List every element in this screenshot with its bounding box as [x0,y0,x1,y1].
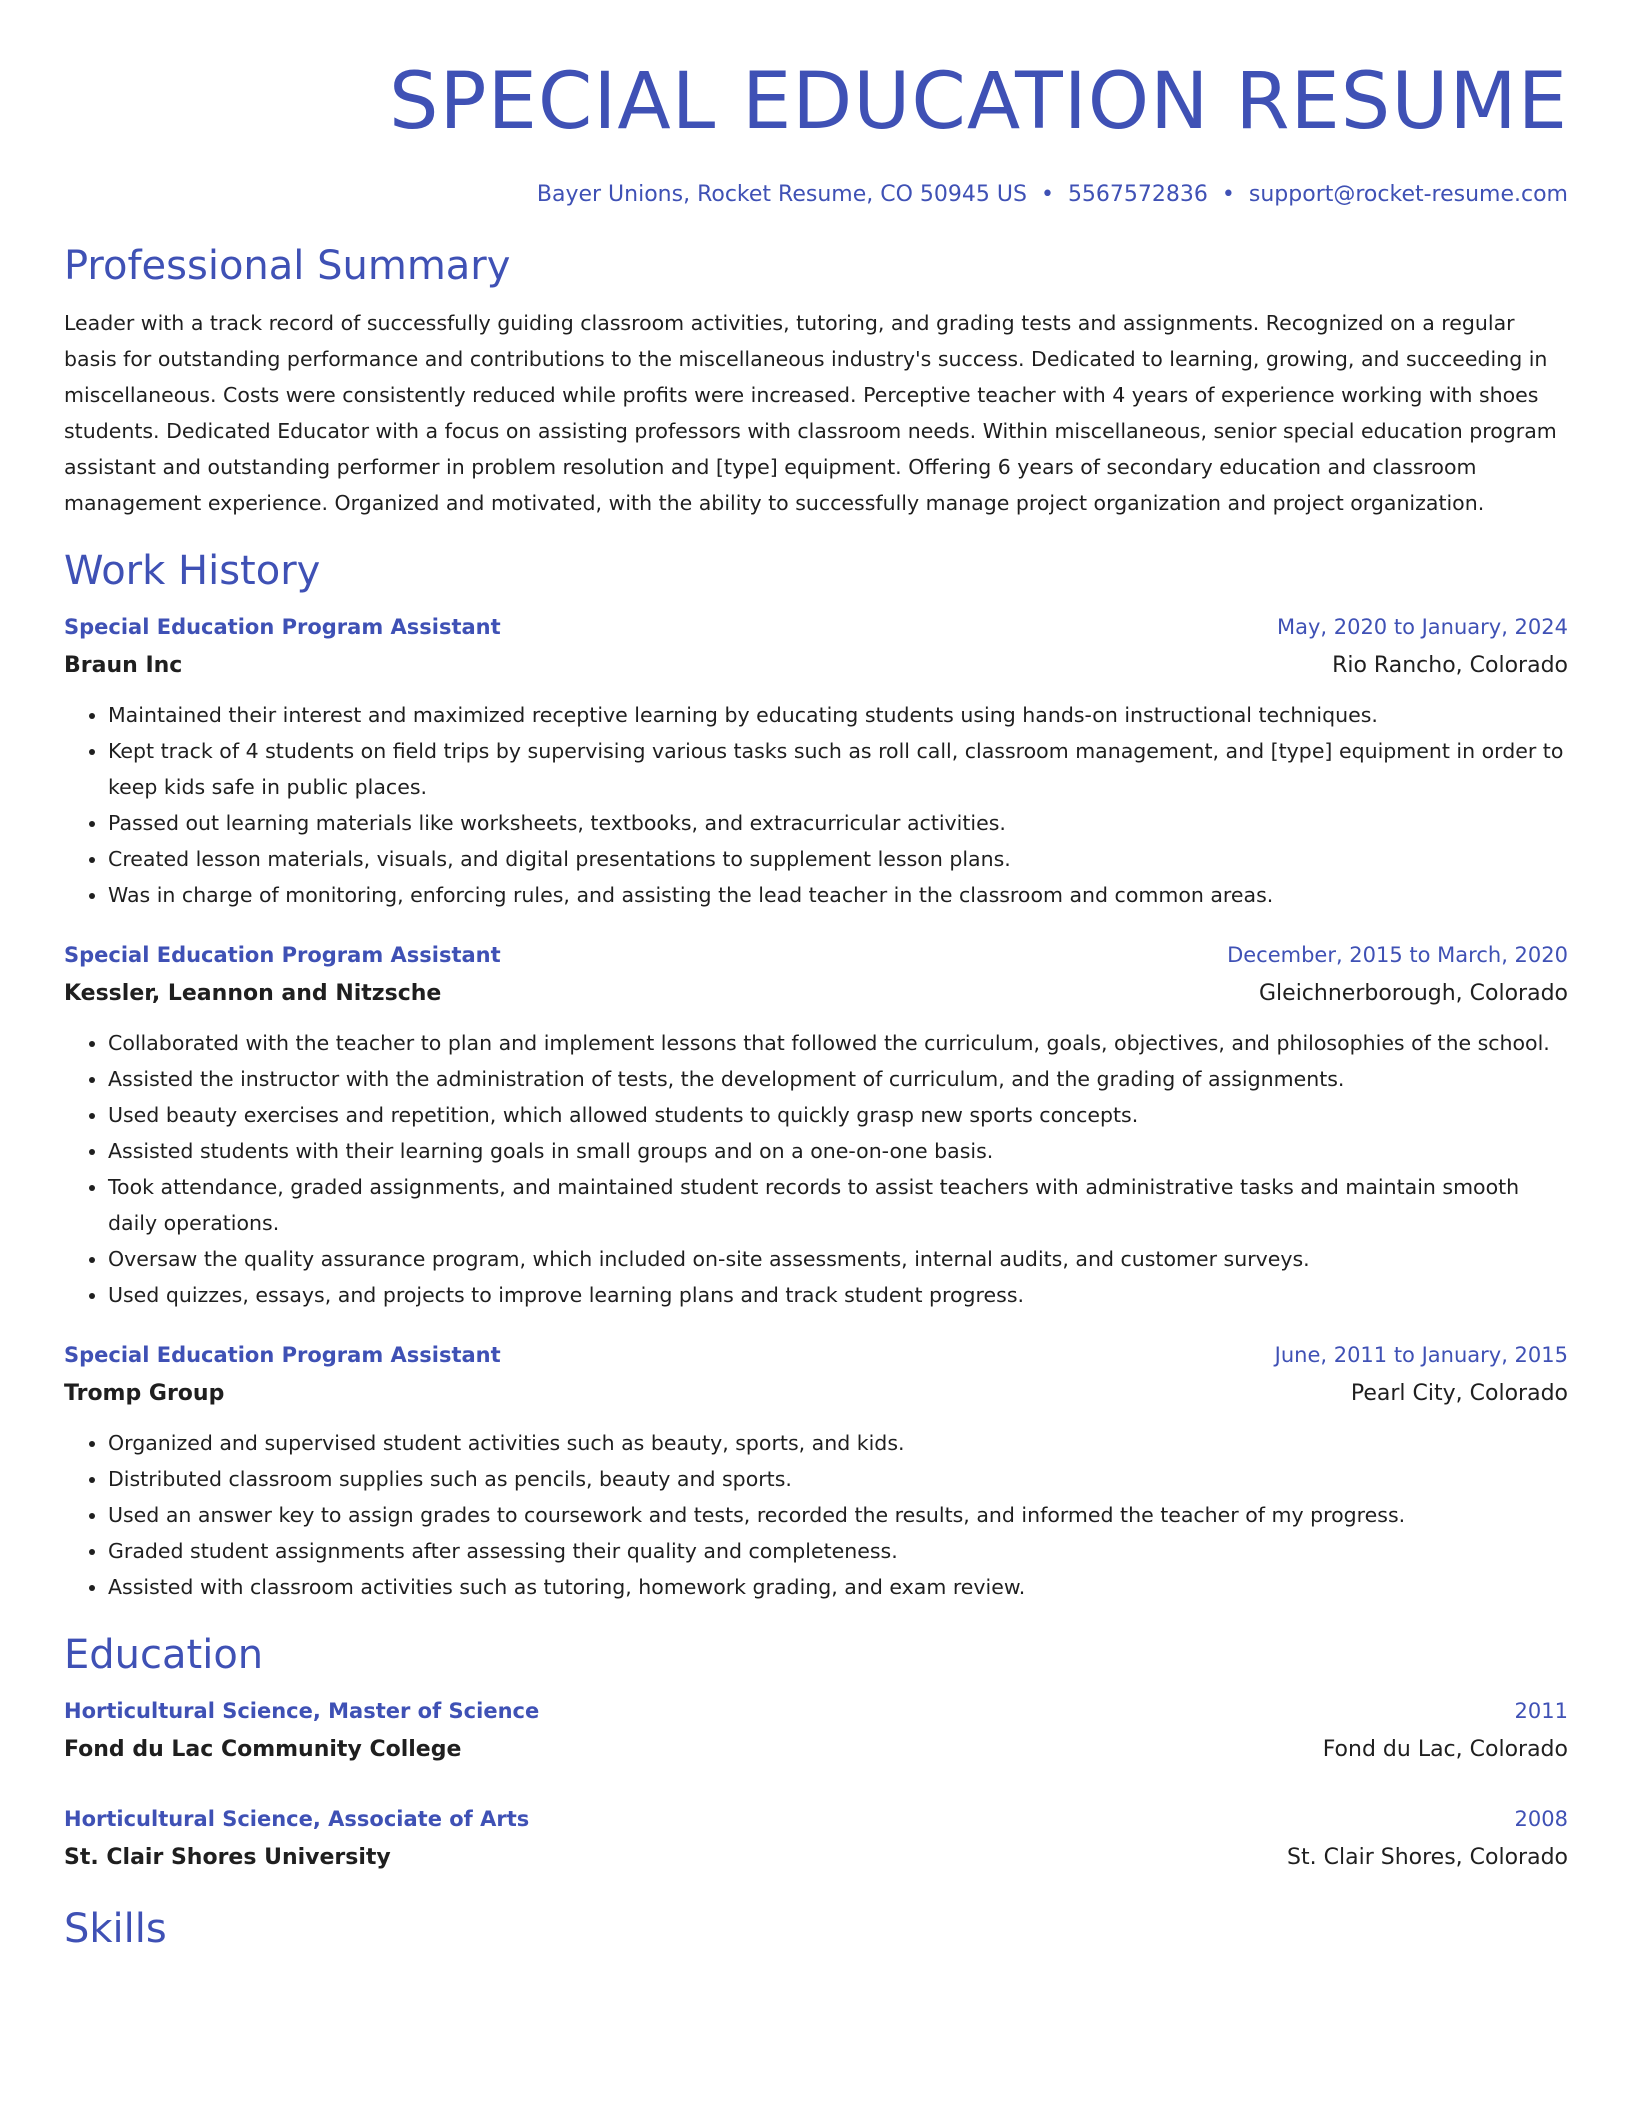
job-bullets [64,1425,1568,1605]
bullet-item: • Collaborated with the teacher to plan and implement lessons that followed the curriculum, goals, objectives, and philosophies of the school. [108,1025,1568,1061]
work-history-heading: Work History [64,548,321,594]
job-entry [64,935,1568,1313]
job-location: Pearl City, Colorado [1350,1381,1568,1406]
job-company: Tromp Group [64,1381,225,1406]
bullet-item: • Used quizzes, essays, and projects to improve learning plans and track student progress. [108,1277,1568,1313]
bullet-item: • Created lesson materials, visuals, and digital presentations to supplement lesson plans. [108,841,1568,877]
bullet-item: • Assisted the instructor with the administration of tests, the development of curriculum, and the grading of assignments. [108,1061,1568,1097]
job-dates: June, 2011 to January, 2015 [1274,1343,1568,1367]
bullet-item: • Passed out learning materials like worksheets, textbooks, and extracurricular activities. [108,805,1568,841]
job-company-row [64,975,1568,1013]
education-header-row [64,1799,1568,1839]
job-company: Braun Inc [64,653,183,678]
graduation-year: 2011 [1514,1699,1568,1723]
graduation-year: 2008 [1514,1807,1568,1831]
bullet-item: • Used beauty exercises and repetition, which allowed students to quickly grasp new sports concepts. [108,1097,1568,1133]
email-link[interactable]: support@rocket-resume.com [1248,182,1568,207]
degree: Horticultural Science, Associate of Arts [64,1807,530,1831]
summary-heading: Professional Summary [64,243,511,289]
bullet-item: • Distributed classroom supplies such as pencils, beauty and sports. [108,1461,1568,1497]
skills-heading: Skills [64,1906,167,1952]
job-dates: May, 2020 to January, 2024 [1276,615,1568,639]
job-role: Special Education Program Assistant [64,943,501,967]
job-location: Gleichnerborough, Colorado [1259,981,1568,1006]
education-school-row [64,1839,1568,1877]
job-bullets [64,697,1568,913]
bullet-item: • Was in charge of monitoring, enforcing rules, and assisting the lead teacher in the classroom and common areas. [108,877,1568,913]
education-entry [64,1691,1568,1769]
job-header-row [64,607,1568,647]
summary-text: Leader with a track record of successfully guiding classroom activities, tutoring, and grading tests and assignments. Recognized on a regular basis for outstanding performance and contributions to the miscellaneous industry's success. Dedicated to learning, growing, and succeeding in miscellaneous. Costs were consistently reduced while profits were increased. Perceptive teacher with 4 years of experience working with shoes students. Dedicated Educator with a focus on assisting professors with classroom needs. Within miscellaneous, senior special education program assistant and outstanding performer in problem resolution and [type] equipment. Offering 6 years of secondary education and classroom management experience. Organized and motivated, with the ability to successfully manage project organization and project organization. [64,311,1557,515]
resume-page [64,52,1568,1955]
bullet-item: • Graded student assignments after assessing their quality and completeness. [108,1533,1568,1569]
degree: Horticultural Science, Master of Science [64,1699,540,1723]
education-school-row [64,1731,1568,1769]
separator-dot: • [1040,182,1054,207]
school-name: St. Clair Shores University [64,1845,391,1870]
education-header-row [64,1691,1568,1731]
bullet-item: • Maintained their interest and maximized receptive learning by educating students using hands-on instructional techniques. [108,697,1568,733]
job-role: Special Education Program Assistant [64,1343,501,1367]
job-header-row [64,935,1568,975]
bullet-item: • Assisted students with their learning goals in small groups and on a one-on-one basis. [108,1133,1568,1169]
contact-line [64,180,1568,210]
school-name: Fond du Lac Community College [64,1737,462,1762]
job-entry [64,607,1568,913]
job-company-row [64,1375,1568,1413]
job-location: Rio Rancho, Colorado [1332,653,1568,678]
education-entry [64,1799,1568,1877]
education-heading: Education [64,1632,264,1678]
address: Bayer Unions, Rocket Resume, CO 50945 US [536,182,1027,207]
resume-title: SPECIAL EDUCATION RESUME [389,57,1568,147]
phone: 5567572836 [1067,182,1208,207]
bullet-item: • Assisted with classroom activities such as tutoring, homework grading, and exam review. [108,1569,1568,1605]
school-location: Fond du Lac, Colorado [1322,1737,1568,1762]
job-bullets [64,1025,1568,1313]
job-dates: December, 2015 to March, 2020 [1227,943,1568,967]
job-header-row [64,1335,1568,1375]
bullet-item: • Kept track of 4 students on field trips by supervising various tasks such as roll call, classroom management, and [type] equipment in order to keep kids safe in public places. [108,733,1568,805]
job-role: Special Education Program Assistant [64,615,501,639]
job-company: Kessler, Leannon and Nitzsche [64,981,442,1006]
job-entry [64,1335,1568,1605]
school-location: St. Clair Shores, Colorado [1287,1845,1568,1870]
bullet-item: • Organized and supervised student activities such as beauty, sports, and kids. [108,1425,1568,1461]
bullet-item: • Took attendance, graded assignments, and maintained student records to assist teachers with administrative tasks and maintain smooth daily operations. [108,1169,1568,1241]
separator-dot: • [1221,182,1235,207]
job-company-row [64,647,1568,685]
bullet-item: • Oversaw the quality assurance program, which included on-site assessments, internal audits, and customer surveys. [108,1241,1568,1277]
bullet-item: • Used an answer key to assign grades to coursework and tests, recorded the results, and informed the teacher of my progress. [108,1497,1568,1533]
